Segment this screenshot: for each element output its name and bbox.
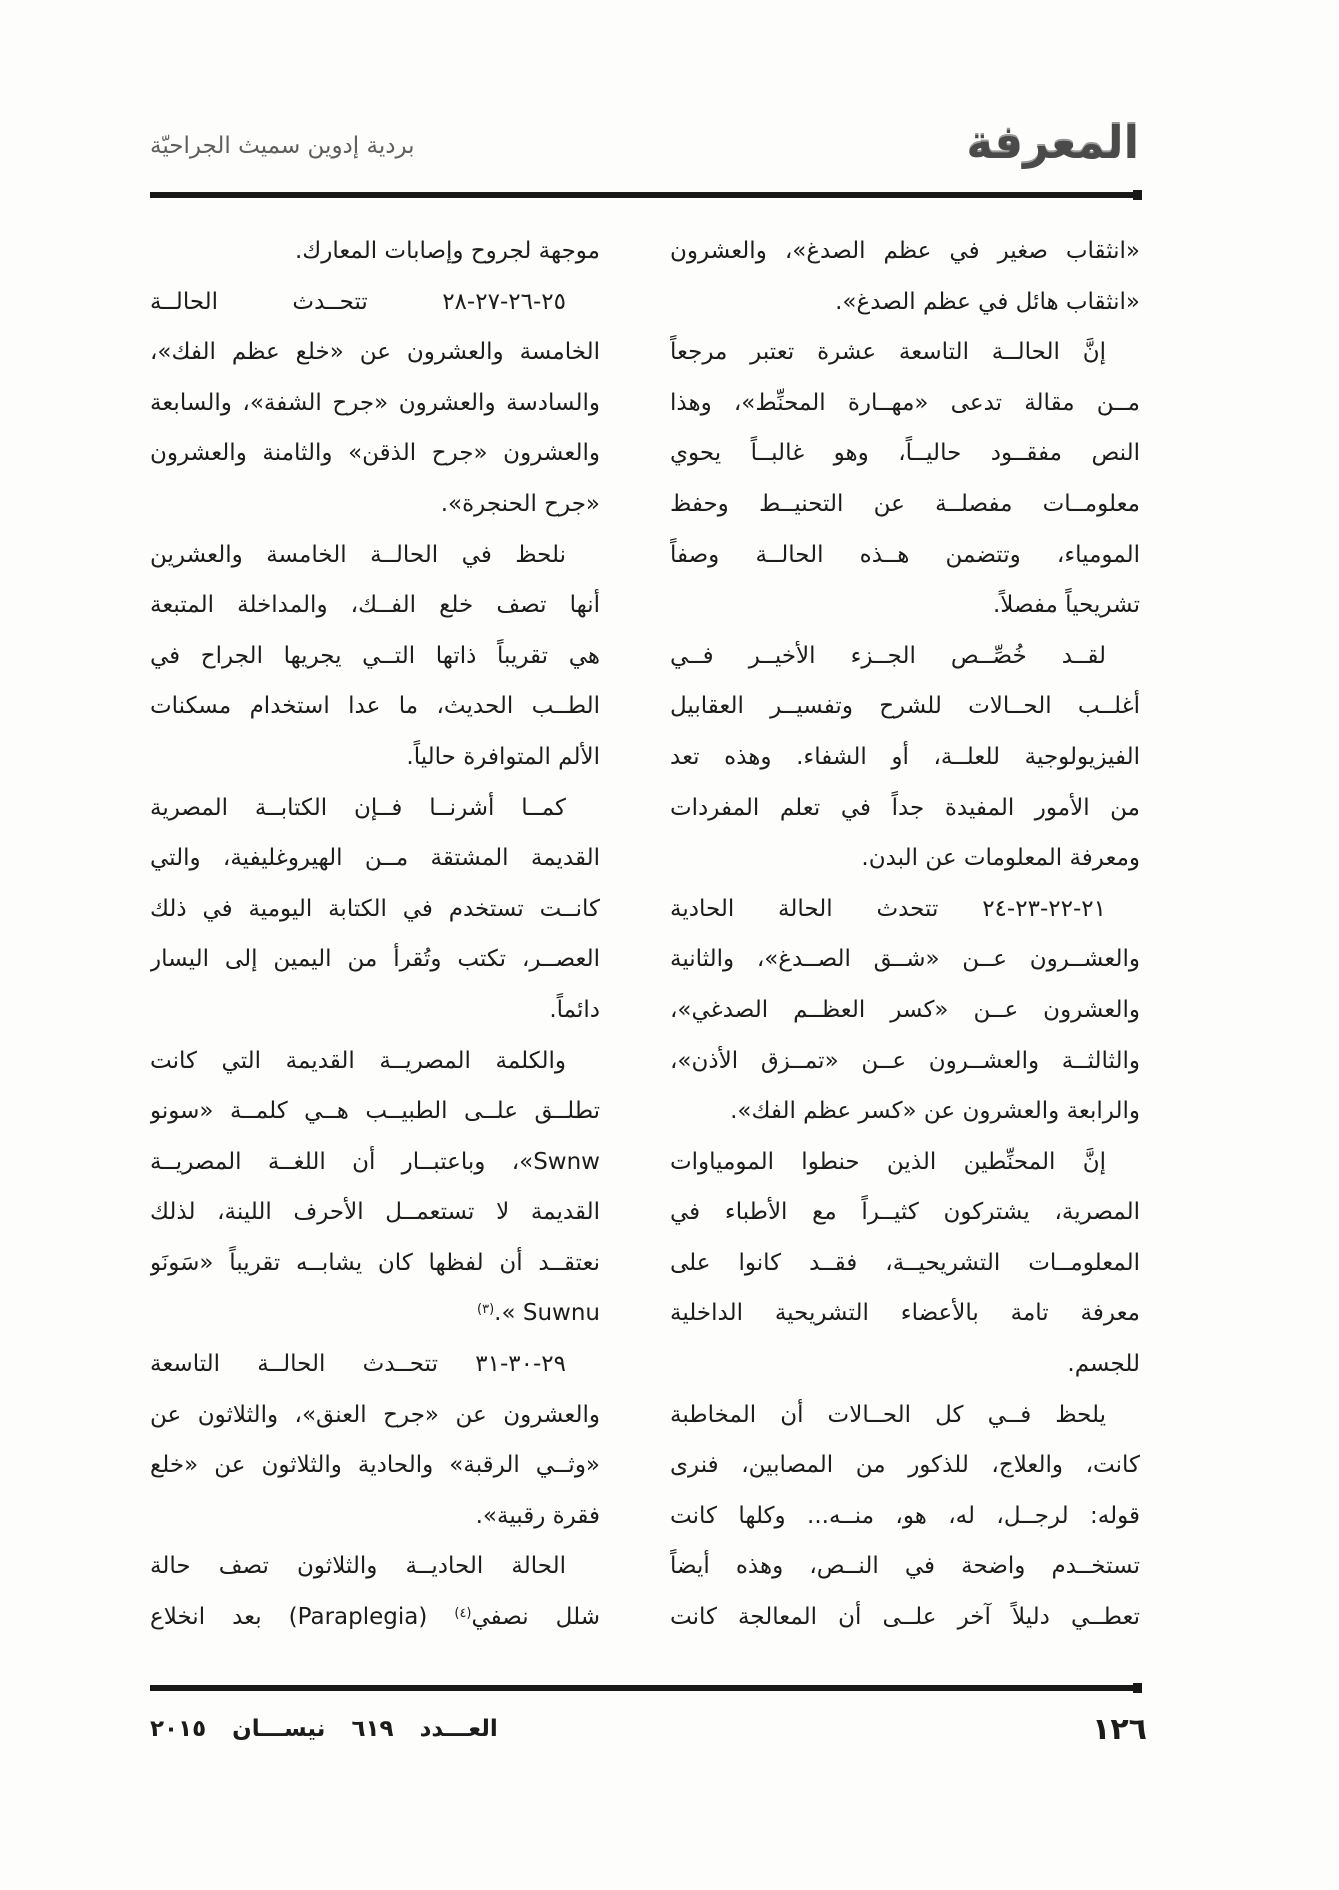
text-line: والثالثــة والعشــرون عــن «تمــزق الأذن»،: [670, 1047, 1140, 1074]
text-line: والعشرون عــن «كسر العظــم الصدغي»،: [670, 996, 1140, 1023]
text-line: نعتقــد أن لفظها كان يشابــه تقريباً «سَونَو: [150, 1249, 600, 1276]
header-rule-endcap: [1133, 190, 1142, 200]
footnote-marker: (٣): [477, 1302, 495, 1318]
text-line: المصرية، يشتركون كثيــراً مع الأطباء في: [670, 1199, 1140, 1226]
text-line: دائماً.: [549, 996, 600, 1023]
text-line: ٢٩-٣٠-٣١ تتحــدث الحالــة التاسعة: [150, 1351, 566, 1378]
text-line: مــن مقالة تدعى «مهــارة المحنِّط»، وهذا: [670, 389, 1140, 416]
text-line: القديمة المشتقة مــن الهيروغليفية، والتي: [150, 845, 600, 872]
text-line: للجسم.: [1067, 1351, 1140, 1378]
text-line: ٢١-٢٢-٢٣-٢٤ تتحدث الحالة الحادية: [670, 895, 1106, 922]
text-line: والسادسة والعشرون «جرح الشفة»، والسابعة: [150, 389, 600, 416]
text-line: «انثقاب هائل في عظم الصدغ».: [835, 288, 1140, 315]
text-line: والعشرون «جرح الذقن» والثامنة والعشرون: [150, 440, 600, 467]
text-line: معلومــات مفصلــة عن التحنيــط وحفظ: [670, 490, 1140, 517]
article-column-left: [150, 226, 600, 1643]
text-line: «انثقاب صغير في عظم الصدغ»، والعشرون: [670, 238, 1140, 264]
text-line: «جرح الحنجرة».: [440, 490, 600, 517]
article-column-right: [670, 226, 1140, 1643]
text-line: موجهة لجروح وإصابات المعارك.: [294, 238, 600, 264]
text-line: والكلمة المصريــة القديمة التي كانت: [150, 1047, 566, 1074]
text-line: Suwnu ».$^{(٣)}$: [477, 1300, 600, 1327]
text-line: إنَّ المحنِّطين الذين حنطوا المومياوات: [670, 1148, 1106, 1175]
running-article-title: بردية إدوين سميث الجراحيّة: [150, 133, 415, 159]
text-line: الخامسة والعشرون عن «خلع عظم الفك»،: [150, 339, 600, 366]
text-line: المومياء، وتتضمن هــذه الحالــة وصفاً: [670, 541, 1140, 568]
text-line: فقرة رقبية».: [475, 1502, 600, 1529]
text-line: الحالة الحاديــة والثلاثون تصف حالة: [150, 1553, 566, 1580]
text-line: ومعرفة المعلومات عن البدن.: [861, 845, 1140, 872]
text-line: الطــب الحديث، ما عدا استخدام مسكنات: [150, 693, 600, 720]
text-line: يلحظ فــي كل الحــالات أن المخاطبة: [670, 1401, 1106, 1428]
article-body: [150, 226, 1140, 1643]
footer-rule-endcap: [1133, 1683, 1142, 1693]
footer-rule: [150, 1685, 1140, 1691]
text-line: قوله: لرجــل، له، هو، منــه... وكلها كانت: [670, 1502, 1140, 1529]
text-line: النص مفقــود حاليــاً، وهو غالبــاً يحوي: [670, 440, 1140, 467]
text-line: ٢٥-٢٦-٢٧-٢٨ تتحــدث الحالــة: [150, 288, 566, 315]
footnote-marker: (٤): [454, 1606, 472, 1622]
text-line: والعشــرون عــن «شــق الصــدغ»، والثانية: [670, 946, 1140, 973]
text-line: تستخــدم واضحة في النــص، وهذه أيضاً: [670, 1553, 1140, 1580]
text-line: والعشرون عن «جرح العنق»، والثلاثون عن: [150, 1401, 600, 1428]
text-line: هي تقريباً ذاتها التــي يجريها الجراح في: [150, 642, 600, 669]
text-line: أنها تصف خلع الفــك، والمداخلة المتبعة: [150, 592, 600, 619]
text-line: كمــا أشرنــا فــإن الكتابــة المصرية: [150, 794, 566, 821]
issue-date-line: العـــدد ٦١٩ نيســـان ٢٠١٥: [150, 1716, 498, 1742]
text-line: الألم المتوافرة حالياً.: [406, 743, 600, 770]
text-line: أغلــب الحــالات للشرح وتفسيــر العقابيل: [670, 693, 1140, 720]
text-line: إنَّ الحالــة التاسعة عشرة تعتبر مرجعاً: [670, 339, 1106, 366]
text-line: شلل نصفي$^{(٤)}$ (Paraplegia) بعد انخلاع: [150, 1604, 600, 1631]
text-line: نلحظ في الحالــة الخامسة والعشرين: [150, 541, 566, 568]
text-line: العصــر، تكتب وتُقرأ من اليمين إلى اليسار: [150, 946, 600, 973]
text-line: Swnw»، وباعتبــار أن اللغــة المصريــة: [150, 1148, 600, 1175]
text-line: تطلــق علــى الطبيــب هــي كلمــة «سونو: [150, 1098, 600, 1125]
text-line: والرابعة والعشرون عن «كسر عظم الفك».: [730, 1098, 1140, 1125]
header-rule: [150, 192, 1140, 198]
text-line: تعطــي دليلاً آخر علــى أن المعالجة كانت: [670, 1604, 1140, 1631]
text-line: القديمة لا تستعمــل الأحرف اللينة، لذلك: [150, 1199, 600, 1226]
text-line: الفيزيولوجية للعلــة، أو الشفاء. وهذه تعد: [670, 743, 1140, 770]
magazine-logo: المعرفة: [966, 116, 1139, 169]
text-line: لقــد خُصِّــص الجــزء الأخيــر فــي: [670, 642, 1106, 669]
text-line: معرفة تامة بالأعضاء التشريحية الداخلية: [670, 1300, 1140, 1327]
text-line: كانت، والعلاج، للذكور من المصابين، فنرى: [670, 1452, 1140, 1479]
text-line: تشريحياً مفصلاً.: [992, 592, 1140, 619]
page-number: ١٢٦: [1092, 1712, 1147, 1747]
text-line: من الأمور المفيدة جداً في تعلم المفردات: [670, 794, 1140, 821]
text-line: كانــت تستخدم في الكتابة اليومية في ذلك: [150, 895, 600, 922]
text-line: «وثــي الرقبة» والحادية والثلاثون عن «خلع: [150, 1452, 600, 1479]
text-line: المعلومــات التشريحيــة، فقــد كانوا على: [670, 1249, 1140, 1276]
